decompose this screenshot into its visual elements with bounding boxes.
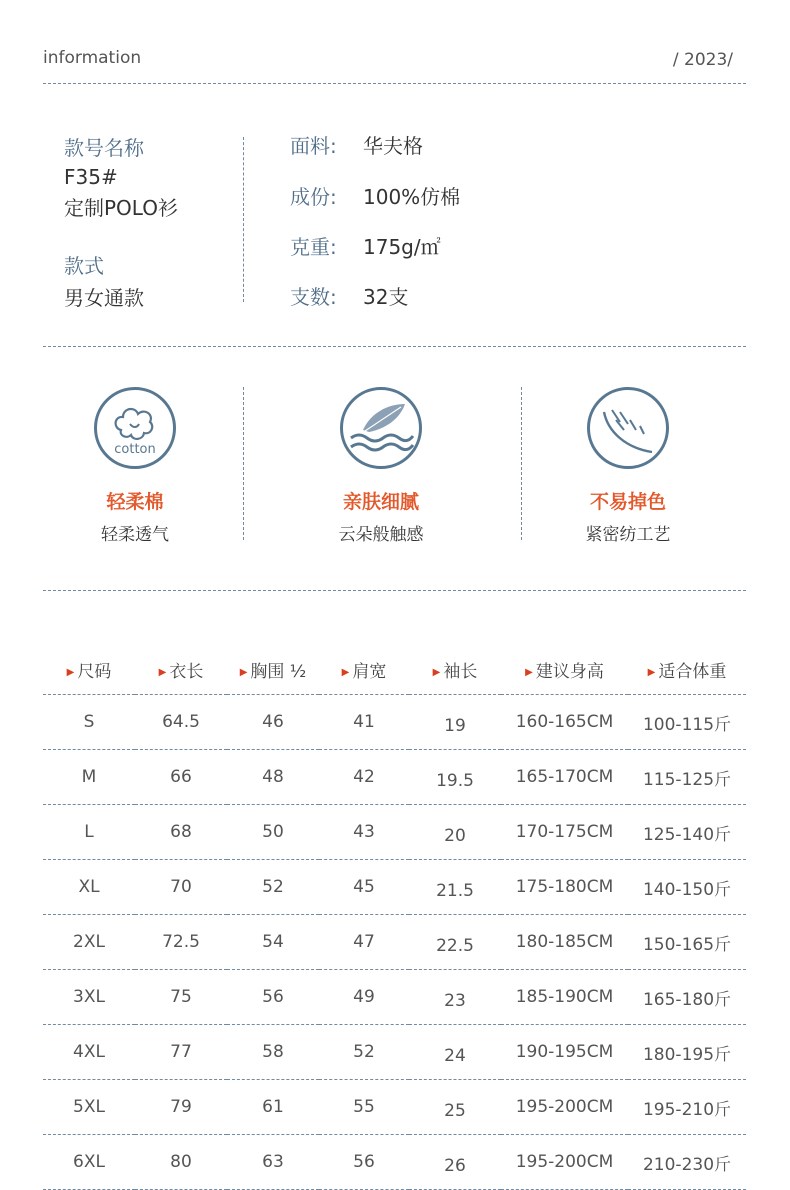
table-cell: 58 (227, 1025, 319, 1080)
divider (43, 83, 746, 84)
table-cell: 5XL (43, 1080, 135, 1135)
table-cell: 165-170CM (501, 750, 628, 805)
feature-title: 亲肤细腻 (342, 491, 419, 513)
fabric-icon (587, 387, 669, 469)
table-row (43, 1080, 746, 1135)
table-cell: XL (43, 860, 135, 915)
spec-label: 成份: (290, 185, 337, 209)
table-cell: 24 (409, 1025, 501, 1080)
table-cell: 100-115斤 (628, 695, 746, 750)
table-cell: 115-125斤 (628, 750, 746, 805)
table-cell: 50 (227, 805, 319, 860)
table-cell: 42 (319, 750, 409, 805)
table-cell: 170-175CM (501, 805, 628, 860)
table-cell: 2XL (43, 915, 135, 970)
divider (43, 590, 746, 591)
column-header: ▶ 肩宽 (341, 661, 387, 682)
table-row (43, 805, 746, 860)
feature-soft-cotton (45, 387, 225, 545)
column-header: ▶ 袖长 (432, 661, 478, 682)
table-cell: 26 (409, 1135, 501, 1190)
table-cell: 140-150斤 (628, 860, 746, 915)
table-cell: 79 (135, 1080, 227, 1135)
spec-label: 克重: (290, 235, 337, 259)
feature-subtitle: 轻柔透气 (101, 525, 169, 545)
feature-colorfast (538, 387, 718, 545)
table-cell: 125-140斤 (628, 805, 746, 860)
table-row (43, 1135, 746, 1190)
spec-label: 支数: (290, 285, 337, 309)
table-cell: 22.5 (409, 915, 501, 970)
vertical-divider (521, 387, 522, 540)
table-cell: 70 (135, 860, 227, 915)
table-cell: 68 (135, 805, 227, 860)
style-name-value: 定制POLO衫 (64, 196, 178, 220)
table-cell: 4XL (43, 1025, 135, 1080)
table-cell: 45 (319, 860, 409, 915)
spec-label: 面料: (290, 134, 337, 158)
table-cell: 20 (409, 805, 501, 860)
spec-value: 华夫格 (363, 134, 423, 158)
table-cell: S (43, 695, 135, 750)
table-cell: 150-165斤 (628, 915, 746, 970)
header-left-text: information (43, 48, 142, 68)
feature-title: 不易掉色 (589, 491, 666, 513)
table-cell: 43 (319, 805, 409, 860)
vertical-divider (243, 387, 244, 540)
table-cell: 21.5 (409, 860, 501, 915)
table-cell: 52 (319, 1025, 409, 1080)
table-cell: 190-195CM (501, 1025, 628, 1080)
table-cell: 195-200CM (501, 1135, 628, 1190)
type-value: 男女通款 (64, 286, 144, 310)
table-cell: 160-165CM (501, 695, 628, 750)
type-label: 款式 (64, 254, 104, 278)
table-cell: 80 (135, 1135, 227, 1190)
table-cell: 185-190CM (501, 970, 628, 1025)
table-cell: 54 (227, 915, 319, 970)
column-header: ▶ 尺码 (66, 661, 112, 682)
table-cell: 72.5 (135, 915, 227, 970)
table-cell: 64.5 (135, 695, 227, 750)
table-row (43, 750, 746, 805)
feature-title: 轻柔棉 (106, 491, 164, 513)
table-cell: 46 (227, 695, 319, 750)
table-cell: 47 (319, 915, 409, 970)
table-cell: 19.5 (409, 750, 501, 805)
table-cell: 56 (319, 1135, 409, 1190)
table-row (43, 695, 746, 750)
style-no-value: F35# (64, 165, 118, 189)
table-cell: 175-180CM (501, 860, 628, 915)
feature-skin-friendly (291, 387, 471, 545)
table-cell: M (43, 750, 135, 805)
table-cell: 165-180斤 (628, 970, 746, 1025)
table-cell: 52 (227, 860, 319, 915)
column-header: ▶ 适合体重 (647, 661, 727, 682)
table-cell: 56 (227, 970, 319, 1025)
style-no-label: 款号名称 (64, 136, 144, 160)
table-cell: 180-185CM (501, 915, 628, 970)
table-cell: 195-210斤 (628, 1080, 746, 1135)
table-cell: 180-195斤 (628, 1025, 746, 1080)
feature-subtitle: 紧密纺工艺 (585, 525, 671, 545)
size-table (43, 644, 746, 1190)
table-cell: 75 (135, 970, 227, 1025)
table-row (43, 1025, 746, 1080)
spec-value: 100%仿棉 (363, 185, 461, 209)
table-cell: 55 (319, 1080, 409, 1135)
table-cell: 25 (409, 1080, 501, 1135)
cotton-icon (94, 387, 176, 469)
table-cell: 210-230斤 (628, 1135, 746, 1190)
cotton-icon-text: cotton (114, 442, 156, 457)
table-cell: 61 (227, 1080, 319, 1135)
header-year-text: / 2023/ (672, 50, 733, 70)
table-cell: 19 (409, 695, 501, 750)
vertical-divider (243, 137, 244, 302)
table-cell: 49 (319, 970, 409, 1025)
table-row (43, 970, 746, 1025)
feather-icon (340, 387, 422, 469)
table-cell: 66 (135, 750, 227, 805)
table-row (43, 860, 746, 915)
column-header: ▶ 衣长 (158, 661, 204, 682)
table-cell: 3XL (43, 970, 135, 1025)
table-cell: 48 (227, 750, 319, 805)
table-cell: 77 (135, 1025, 227, 1080)
column-header: ▶ 建议身高 (525, 661, 604, 682)
feature-subtitle: 云朵般触感 (338, 525, 424, 545)
table-cell: L (43, 805, 135, 860)
table-cell: 195-200CM (501, 1080, 628, 1135)
divider (43, 346, 746, 347)
column-header: ▶ 胸围 ½ (239, 661, 307, 682)
table-cell: 23 (409, 970, 501, 1025)
table-cell: 41 (319, 695, 409, 750)
table-cell: 6XL (43, 1135, 135, 1190)
spec-value: 32支 (363, 285, 409, 309)
table-header-row (43, 644, 746, 695)
table-row (43, 915, 746, 970)
spec-value: 175g/㎡ (363, 235, 441, 259)
table-cell: 63 (227, 1135, 319, 1190)
